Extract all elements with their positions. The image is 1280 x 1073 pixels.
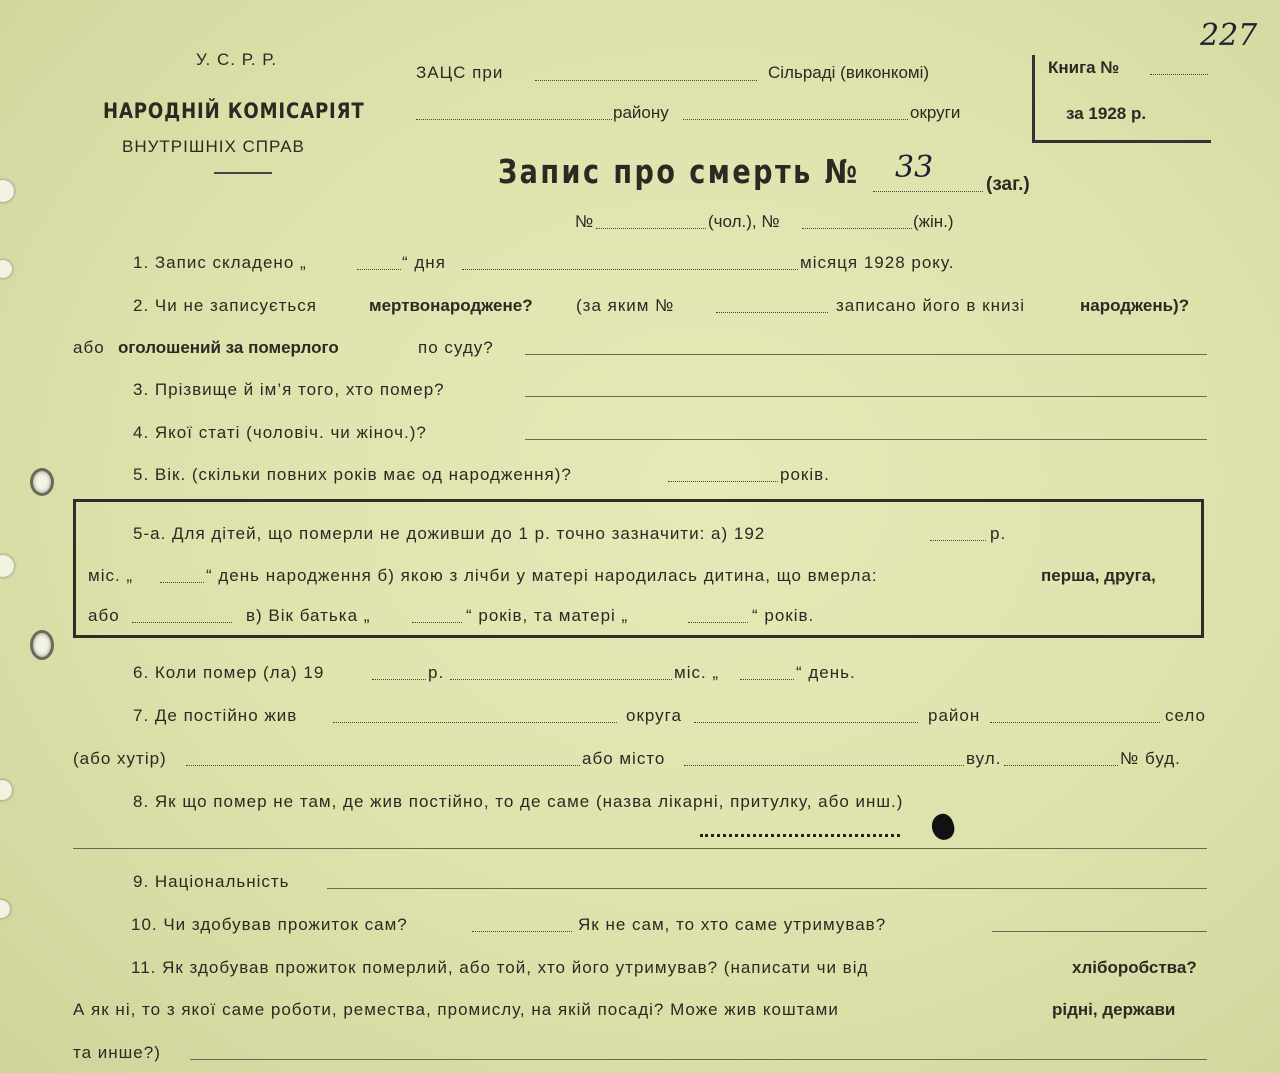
page-title: Запис про смерть №: [498, 152, 860, 191]
q6-day-label: “ день.: [796, 663, 856, 682]
q5a-month-label: міс. „: [88, 566, 134, 585]
q6-month-field[interactable]: [450, 679, 672, 680]
zags-prefix: ЗАЦС при: [416, 63, 504, 82]
punch-hole: [0, 780, 12, 800]
q5a-order-field[interactable]: [132, 622, 232, 623]
q7-city-field[interactable]: [684, 765, 964, 766]
year-label: за 1928 р.: [1066, 104, 1147, 123]
q5a-years: “ років.: [752, 606, 815, 625]
q2-by-court: по суду?: [418, 338, 494, 357]
q2-declared-dead: оголошений за померлого: [118, 338, 339, 357]
q7-khutir: (або хутір): [73, 749, 167, 768]
q7-street: вул.: [966, 749, 1002, 768]
q5a-mother-age-field[interactable]: [688, 622, 748, 623]
q11-label: 11. Як здобував прожиток померлий, або той, хто його утримував? (написати чи від: [131, 958, 869, 977]
q5a-year-suffix: р.: [990, 524, 1007, 543]
q7-selo: село: [1165, 706, 1206, 725]
commissariat-label: НАРОДНІЙ КОМІСАРІЯТ: [103, 99, 365, 123]
female-label: (жін.): [913, 212, 954, 231]
punch-hole: [0, 555, 14, 577]
q11-answer-field[interactable]: [190, 1059, 1207, 1060]
q5a-year-field[interactable]: [930, 540, 986, 541]
q2-answer-field[interactable]: [525, 354, 1207, 355]
q10-supporter-label: Як не сам, то хто саме утримував?: [578, 915, 887, 934]
q5a-or: або: [88, 606, 120, 625]
q6-day-field[interactable]: [740, 679, 794, 680]
q6-month-label: міс. „: [674, 663, 720, 682]
q8-answer-field[interactable]: [73, 848, 1207, 849]
district-label: району: [613, 103, 669, 122]
q6-label: 6. Коли помер (ла) 19: [133, 663, 325, 682]
punch-hole: [30, 468, 54, 496]
q8-label: 8. Як що помер не там, де жив постійно, то де саме (назва лікарні, притулку, або инш.): [133, 792, 904, 811]
q7-label: 7. Де постійно жив: [133, 706, 298, 725]
q1-day-field[interactable]: [357, 269, 401, 270]
q2-or: або: [73, 338, 105, 357]
q2-stillborn: мертвонароджене?: [369, 296, 533, 315]
book-number-field[interactable]: [1150, 74, 1208, 75]
okruha-label: округи: [910, 103, 961, 122]
handwritten-record-number: 33: [895, 150, 934, 185]
q3-answer-field[interactable]: [525, 396, 1207, 397]
q5a-label: 5-а. Для дітей, що померли не доживши до 1 р. точно зазначити: а) 192: [133, 524, 766, 543]
q5a-first-second: перша, друга,: [1041, 566, 1156, 585]
q7-raion-field[interactable]: [990, 722, 1160, 723]
archive-number: 227: [1200, 18, 1258, 53]
q5a-month-field[interactable]: [160, 582, 204, 583]
q11-relatives-state: рідні, держави: [1052, 1000, 1176, 1019]
header-divider: [214, 172, 272, 174]
q5a-birthday-text: “ день народження б) якою з лічби у матері народилась дитина, що вмерла:: [206, 566, 878, 585]
q1-label: 1. Запис складено „: [133, 253, 307, 272]
punch-hole: [30, 630, 54, 660]
q3-label: 3. Прізвище й ім’я того, хто помер?: [133, 380, 445, 399]
q5-years: років.: [780, 465, 830, 484]
q1-month-field[interactable]: [462, 269, 798, 270]
ink-smudge: [700, 828, 900, 837]
q11-other: та инше?): [73, 1043, 161, 1062]
q2-recorded: записано його в книзі: [836, 296, 1026, 315]
male-label: (чол.), №: [708, 212, 780, 231]
village-field[interactable]: [535, 80, 757, 81]
q5a-mother-age-label: “ років, та матері „: [466, 606, 629, 625]
q9-answer-field[interactable]: [327, 888, 1207, 889]
q7-building: № буд.: [1120, 749, 1181, 768]
village-council-label: Сільраді (виконкомі): [768, 63, 930, 82]
sub-number-label: №: [575, 212, 594, 231]
ministry-label: ВНУТРІШНІХ СПРАВ: [122, 137, 305, 156]
q5a-father-age-label: в) Вік батька „: [246, 606, 371, 625]
q7-raion: район: [928, 706, 981, 725]
q5-age-field[interactable]: [668, 481, 778, 482]
q5a-father-age-field[interactable]: [412, 622, 462, 623]
district-field[interactable]: [416, 119, 612, 120]
q10-self-field[interactable]: [472, 931, 572, 932]
female-number-field[interactable]: [802, 228, 912, 229]
q6-year-suffix: р.: [428, 663, 445, 682]
male-number-field[interactable]: [596, 228, 706, 229]
punch-hole: [0, 260, 12, 278]
q7-city: або місто: [582, 749, 666, 768]
q7-okruha-field[interactable]: [694, 722, 918, 723]
record-number-field[interactable]: [873, 191, 983, 192]
q2-which-number: (за яким №: [576, 296, 675, 315]
q4-label: 4. Якої статі (чоловіч. чи жіноч.)?: [133, 423, 427, 442]
q1-day-label: “ дня: [402, 253, 446, 272]
q2-births: народжень)?: [1080, 296, 1190, 315]
q9-label: 9. Національність: [133, 872, 290, 891]
q5-label: 5. Вік. (скільки повних років має од народження)?: [133, 465, 572, 484]
q11-agriculture: хліборобства?: [1072, 958, 1197, 977]
q7-street-field[interactable]: [1004, 765, 1118, 766]
q2-label: 2. Чи не записується: [133, 296, 317, 315]
q1-month-label: місяця 1928 року.: [800, 253, 955, 272]
book-label: Книга №: [1048, 58, 1120, 77]
punch-hole: [0, 180, 14, 202]
ussr-label: У. С. Р. Р.: [196, 50, 278, 69]
q7-okruha: округа: [626, 706, 682, 725]
q4-answer-field[interactable]: [525, 439, 1207, 440]
q2-number-field[interactable]: [716, 312, 828, 313]
q7-residence-field[interactable]: [333, 722, 617, 723]
ink-blot: [928, 811, 958, 843]
q6-year-field[interactable]: [372, 679, 426, 680]
q7-khutir-field[interactable]: [186, 765, 580, 766]
q11-line2: А як ні, то з якої саме роботи, ремества, промислу, на якій посаді? Може жив коштами: [73, 1000, 839, 1019]
punch-hole: [0, 900, 10, 918]
q10-label: 10. Чи здобував прожиток сам?: [131, 915, 408, 934]
q10-answer-field[interactable]: [992, 931, 1207, 932]
okruha-field[interactable]: [683, 119, 908, 120]
title-suffix: (заг.): [986, 174, 1030, 195]
